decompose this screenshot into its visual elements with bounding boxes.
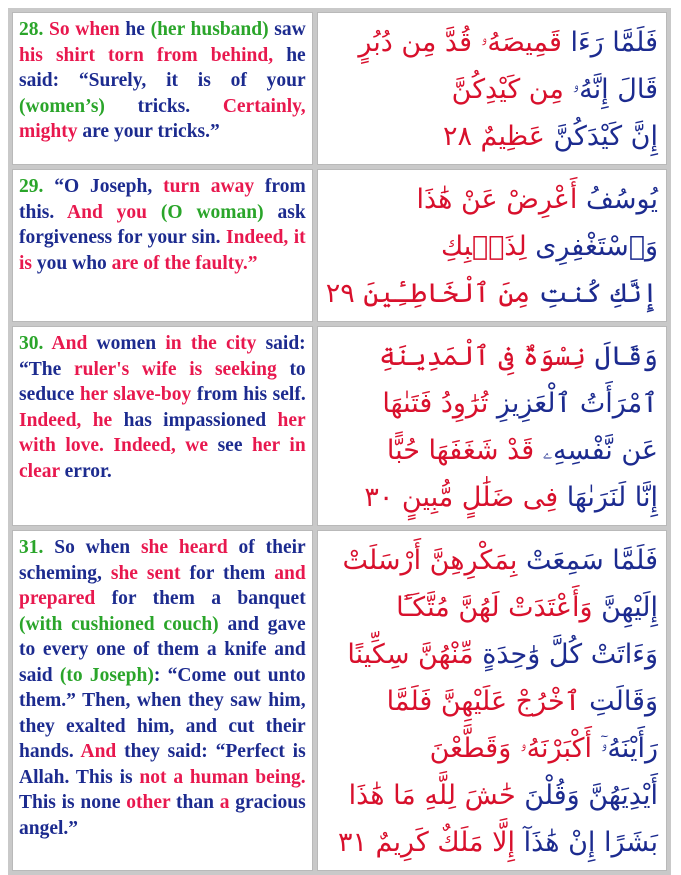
arabic-segment-red: مِنَ ٱلْخَاطِـِٔينَ ٢٩ bbox=[325, 278, 531, 309]
arabic-segment-red: إِلَّا مَلَكٌ كَرِيمٌ ٣١ bbox=[337, 827, 515, 858]
english-cell bbox=[12, 530, 313, 871]
verse-text-segment: other bbox=[126, 792, 171, 813]
verse-text-segment: in the city bbox=[165, 333, 257, 354]
verse-text-segment: (with cushioned couch) bbox=[19, 613, 219, 635]
arabic-line bbox=[326, 819, 658, 866]
verse-text-segment: than bbox=[170, 792, 220, 813]
arabic-segment-blue: إِنَّكِ كُنتِ bbox=[530, 278, 658, 309]
arabic-cell bbox=[317, 169, 667, 322]
english-text bbox=[19, 174, 306, 276]
arabic-line bbox=[326, 333, 658, 380]
arabic-segment-red: وَأَعْتَدَتْ لَهُنَّ مُتَّكَـًٔا bbox=[396, 592, 593, 623]
arabic-segment-red: لِذَنۢبِكِ bbox=[440, 231, 527, 262]
verse-text-segment: So when bbox=[54, 537, 141, 558]
verse-text-segment: see bbox=[208, 435, 253, 456]
arabic-line bbox=[326, 223, 658, 270]
verse-number: 29. bbox=[19, 176, 55, 197]
arabic-segment-blue: قَالَ إِنَّهُۥ bbox=[563, 74, 658, 105]
verse-text-segment: are of the faulty.” bbox=[111, 252, 258, 274]
arabic-line bbox=[326, 66, 658, 113]
arabic-line bbox=[326, 772, 658, 819]
verse-text-segment: And you bbox=[67, 201, 148, 223]
arabic-segment-blue: إِلَيْهِنَّ bbox=[592, 592, 658, 623]
verse-text-segment: Indeed, it is bbox=[19, 227, 306, 274]
verse-text-segment: she heard bbox=[140, 537, 228, 558]
verse-text-segment: (women’s) bbox=[19, 95, 105, 117]
arabic-segment-blue: وَٱسْتَغْفِرِى bbox=[526, 231, 658, 262]
verse-text-segment: said: “The bbox=[19, 333, 306, 380]
verse-text-segment: women bbox=[87, 333, 166, 354]
verse-text-segment: gracious angel.” bbox=[19, 792, 306, 839]
arabic-cell bbox=[317, 326, 667, 526]
arabic-line bbox=[326, 537, 658, 584]
arabic-segment-blue: عَن نَّفْسِهِۦ bbox=[534, 435, 658, 466]
arabic-line bbox=[326, 427, 658, 474]
verse-text-segment: turn away bbox=[163, 176, 255, 197]
verse-text-segment: and gave to every one of them a knife and said bbox=[19, 613, 306, 686]
verse-text-segment: to seduce bbox=[19, 358, 306, 405]
arabic-segment-blue: بَشَرًا إِنْ هَٰذَآ bbox=[515, 827, 658, 858]
verse-text-segment: for them bbox=[180, 562, 275, 584]
verse-text-segment: and prepared bbox=[19, 562, 306, 609]
verse-row-28 bbox=[12, 12, 667, 165]
english-cell bbox=[12, 12, 313, 165]
arabic-segment-blue: فَلَمَّا سَمِعَتْ bbox=[517, 545, 658, 576]
arabic-segment-blue: وَءَاتَتْ كُلَّ وَٰحِدَةٍ bbox=[473, 639, 658, 670]
arabic-line bbox=[326, 725, 658, 772]
arabic-line bbox=[326, 380, 658, 427]
arabic-segment-red: مِّنْهُنَّ سِكِّينًا bbox=[347, 639, 474, 670]
arabic-segment-red: فِى ضَلَٰلٍ مُّبِينٍ ٣٠ bbox=[364, 482, 559, 513]
verse-text-segment: error. bbox=[59, 460, 112, 482]
arabic-line bbox=[326, 474, 658, 521]
verse-text-segment: not a human being. bbox=[139, 766, 306, 788]
verse-text-segment: (her husband) bbox=[150, 19, 269, 40]
verse-text-segment: (O woman) bbox=[147, 201, 264, 223]
verse-text-segment: has impassioned bbox=[112, 409, 278, 431]
arabic-segment-blue: يُوسُفُ bbox=[577, 184, 658, 215]
verse-text-segment: “O Joseph, bbox=[54, 176, 164, 197]
arabic-segment-blue: وَقَالَ bbox=[586, 341, 658, 372]
verse-text-segment: This is none bbox=[19, 792, 127, 813]
verse-text-segment: Indeed, he bbox=[19, 409, 113, 431]
arabic-segment-red: حَٰشَ لِلَّهِ مَا هَٰذَا bbox=[348, 780, 516, 811]
verse-text-segment: they said: “Perfect is Allah. This is bbox=[19, 741, 306, 788]
english-cell bbox=[12, 326, 313, 526]
arabic-segment-red: أَعْرِضْ عَنْ هَٰذَا bbox=[416, 184, 578, 215]
verse-text-segment: he bbox=[119, 19, 151, 40]
verse-text-segment: are your tricks.” bbox=[77, 121, 220, 142]
arabic-segment-blue: أَيْدِيَهُنَّ وَقُلْنَ bbox=[515, 780, 658, 811]
verse-text-segment: his shirt torn from behind, bbox=[19, 44, 274, 66]
verse-text-segment: And bbox=[80, 741, 117, 762]
arabic-line bbox=[326, 19, 658, 66]
arabic-line bbox=[326, 270, 658, 317]
verse-text-segment: tricks. bbox=[104, 95, 223, 117]
verse-text-segment: So when bbox=[49, 19, 120, 40]
arabic-segment-red: ٱخْرُجْ عَلَيْهِنَّ فَلَمَّا bbox=[386, 686, 581, 717]
arabic-segment-red: مِن كَيْدِكُنَّ bbox=[451, 74, 564, 105]
arabic-line bbox=[326, 584, 658, 631]
arabic-cell bbox=[317, 12, 667, 165]
verse-row-30 bbox=[12, 326, 667, 526]
verse-text-segment: : “Come out unto them.” Then, when they saw him, they exalted him, and cut their hands. bbox=[19, 664, 306, 762]
arabic-segment-blue: رَأَيْنَهُۥٓ bbox=[591, 733, 658, 764]
verse-text-segment: a bbox=[219, 792, 230, 813]
arabic-segment-red: قَمِيصَهُۥ قُدَّ مِن دُبُرٍ bbox=[358, 27, 562, 58]
verse-text-segment: he said: “Surely, it is of your bbox=[19, 44, 306, 91]
english-text bbox=[19, 17, 306, 145]
verse-row-29 bbox=[12, 169, 667, 322]
verse-text-segment: ruler's wife is seeking bbox=[73, 358, 277, 380]
arabic-segment-red: عَظِيمٌ ٢٨ bbox=[442, 121, 545, 152]
verse-text-segment: she sent bbox=[110, 562, 181, 584]
arabic-text bbox=[326, 333, 658, 521]
arabic-segment-red: نِسْوَةٌ فِى ٱلْمَدِينَةِ bbox=[379, 341, 587, 372]
english-text bbox=[19, 331, 306, 484]
arabic-cell bbox=[317, 530, 667, 871]
arabic-line bbox=[326, 678, 658, 725]
verse-number: 31. bbox=[19, 537, 55, 558]
arabic-text bbox=[326, 19, 658, 160]
arabic-segment-blue: ٱمْرَأَتُ ٱلْعَزِيزِ bbox=[488, 388, 658, 419]
verse-text-segment: from this. bbox=[19, 176, 306, 223]
verse-text-segment: from his self. bbox=[191, 384, 306, 405]
english-text bbox=[19, 535, 306, 841]
verse-page bbox=[8, 8, 671, 858]
arabic-segment-red: بِمَكْرِهِنَّ أَرْسَلَتْ bbox=[342, 545, 518, 576]
verse-text-segment: Certainly, mighty bbox=[19, 95, 306, 142]
verse-number: 30. bbox=[19, 333, 52, 354]
arabic-segment-red: قَدْ شَغَفَهَا حُبًّا bbox=[386, 435, 535, 466]
verse-text-segment: ask forgiveness for your sin. bbox=[19, 201, 306, 248]
verse-text-segment: for them a banquet bbox=[95, 588, 306, 609]
arabic-line bbox=[326, 176, 658, 223]
verse-text-segment: her with love. Indeed, we bbox=[19, 409, 306, 456]
arabic-segment-blue: إِنَّ كَيْدَكُنَّ bbox=[544, 121, 658, 152]
verse-text-segment: And bbox=[51, 333, 88, 354]
verse-number: 28. bbox=[19, 19, 50, 40]
arabic-segment-blue: إِنَّا لَنَرَىٰهَا bbox=[558, 482, 658, 513]
arabic-text bbox=[326, 537, 658, 866]
arabic-segment-red: أَكْبَرْنَهُۥ وَقَطَّعْنَ bbox=[429, 733, 592, 764]
verse-text-segment: of their scheming, bbox=[19, 537, 306, 584]
verse-text-segment: you who bbox=[32, 252, 112, 274]
arabic-segment-blue: فَلَمَّا رَءَا bbox=[561, 27, 658, 58]
verse-text-segment: saw bbox=[268, 19, 306, 40]
verse-row-31 bbox=[12, 530, 667, 871]
verse-text-segment: her in clear bbox=[19, 435, 306, 482]
english-cell bbox=[12, 169, 313, 322]
verse-table bbox=[8, 8, 671, 875]
arabic-line bbox=[326, 631, 658, 678]
verse-text-segment: (to Joseph) bbox=[59, 664, 154, 686]
verse-text-segment: her slave-boy bbox=[79, 384, 192, 405]
arabic-segment-red: تُرَٰوِدُ فَتَىٰهَا bbox=[382, 388, 489, 419]
arabic-line bbox=[326, 113, 658, 160]
arabic-text bbox=[326, 176, 658, 317]
arabic-segment-blue: وَقَالَتِ bbox=[580, 686, 658, 717]
